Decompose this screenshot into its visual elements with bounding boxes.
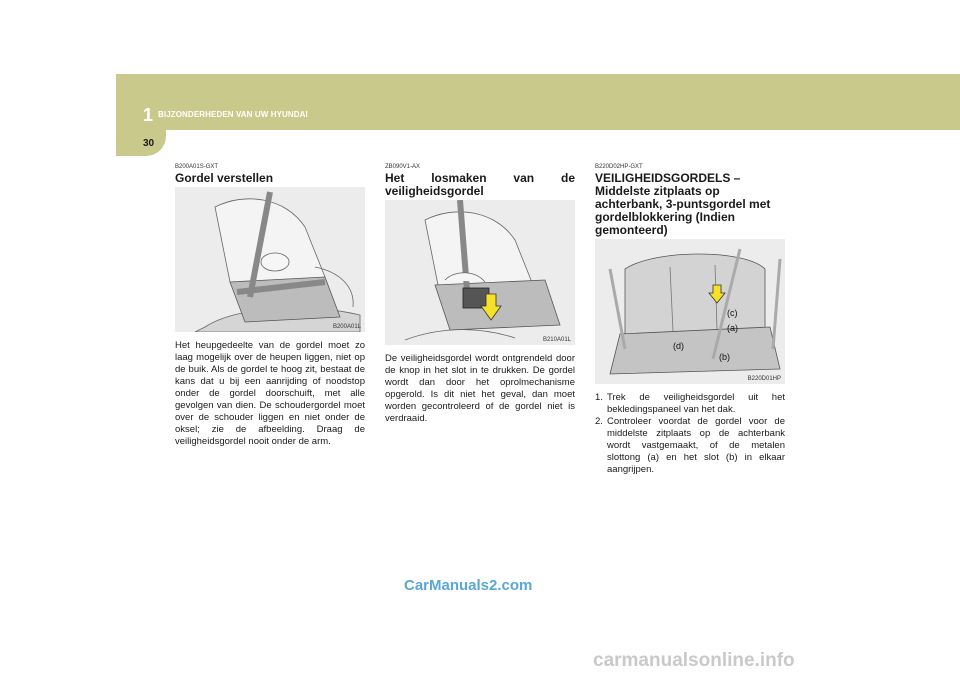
step-number: 1. — [595, 392, 603, 403]
section-title: Gordel verstellen — [175, 171, 274, 185]
watermark-carmanualsonline: carmanualsonline.info — [593, 650, 795, 671]
section-rear-center-belt — [595, 164, 785, 476]
section-code: ZB090V1-AX — [385, 164, 421, 170]
section-title: Het losmaken van de veiligheidsgordel — [385, 171, 575, 198]
belt-adjust-illustration — [175, 187, 365, 332]
section-body: Het heupgedeelte van de gordel moet zo laag mogelijk over de heupen liggen, niet op de buik. Als de gordel te hoog zit, bestaat de kans dat u bij een aanrijding of noodstop onder de gordel doorschuift, met alle gevolgen van dien. De schoudergordel moet over de schouder liggen en niet onder de oksel; zie de afbeelding. Draag de veiligheidsgordel nooit onder de arm. — [175, 340, 365, 447]
chapter-number: 1 — [143, 105, 154, 125]
figure-code: B200A01L — [332, 324, 361, 330]
chapter-title: BIJZONDERHEDEN VAN UW HYUNDAI — [158, 110, 308, 119]
section-code: B220D02HP-GXT — [595, 164, 643, 170]
step-text: Controleer voordat de gordel voor de middelste zitplaats op de achterbank wordt vastgemaakt, of de metalen slottong (a) en het slot (b) in elkaar aangrijpen. — [607, 416, 785, 475]
watermark-carmanuals2: CarManuals2.com — [404, 577, 533, 594]
list-item — [595, 416, 785, 476]
section-body: De veiligheidsgordel wordt ontgrendeld door de knop in het slot in te drukken. De gordel wordt dan door het oprolmechanisme opgerold. Is dit niet het geval, dan moet worden gecontroleerd of de gordel niet is verdraaid. — [385, 353, 575, 424]
section-release-belt — [385, 164, 575, 425]
instruction-list — [595, 392, 785, 476]
list-item — [595, 392, 785, 416]
page-number: 30 — [143, 138, 155, 149]
section-code: B200A01S-GXT — [175, 164, 219, 170]
label-a: (a) — [727, 323, 738, 333]
section-title: VEILIGHEIDSGORDELS – Middelste zitplaats op achterbank, 3-puntsgordel met gordelblokkering (Indien gemonteerd) — [595, 171, 771, 237]
rear-seat-illustration — [595, 239, 785, 384]
section-adjust-belt — [175, 164, 365, 448]
label-c: (c) — [727, 308, 738, 318]
label-d: (d) — [673, 341, 684, 351]
step-text: Trek de veiligheidsgordel uit het bekledingspaneel van het dak. — [607, 392, 785, 415]
figure-code: B210A01L — [542, 337, 571, 343]
step-number: 2. — [595, 416, 603, 427]
belt-release-illustration — [385, 200, 575, 345]
header-band — [116, 74, 960, 130]
label-b: (b) — [719, 352, 730, 362]
page-number-tab — [116, 130, 166, 156]
figure-code: B220D01HP — [747, 376, 781, 382]
